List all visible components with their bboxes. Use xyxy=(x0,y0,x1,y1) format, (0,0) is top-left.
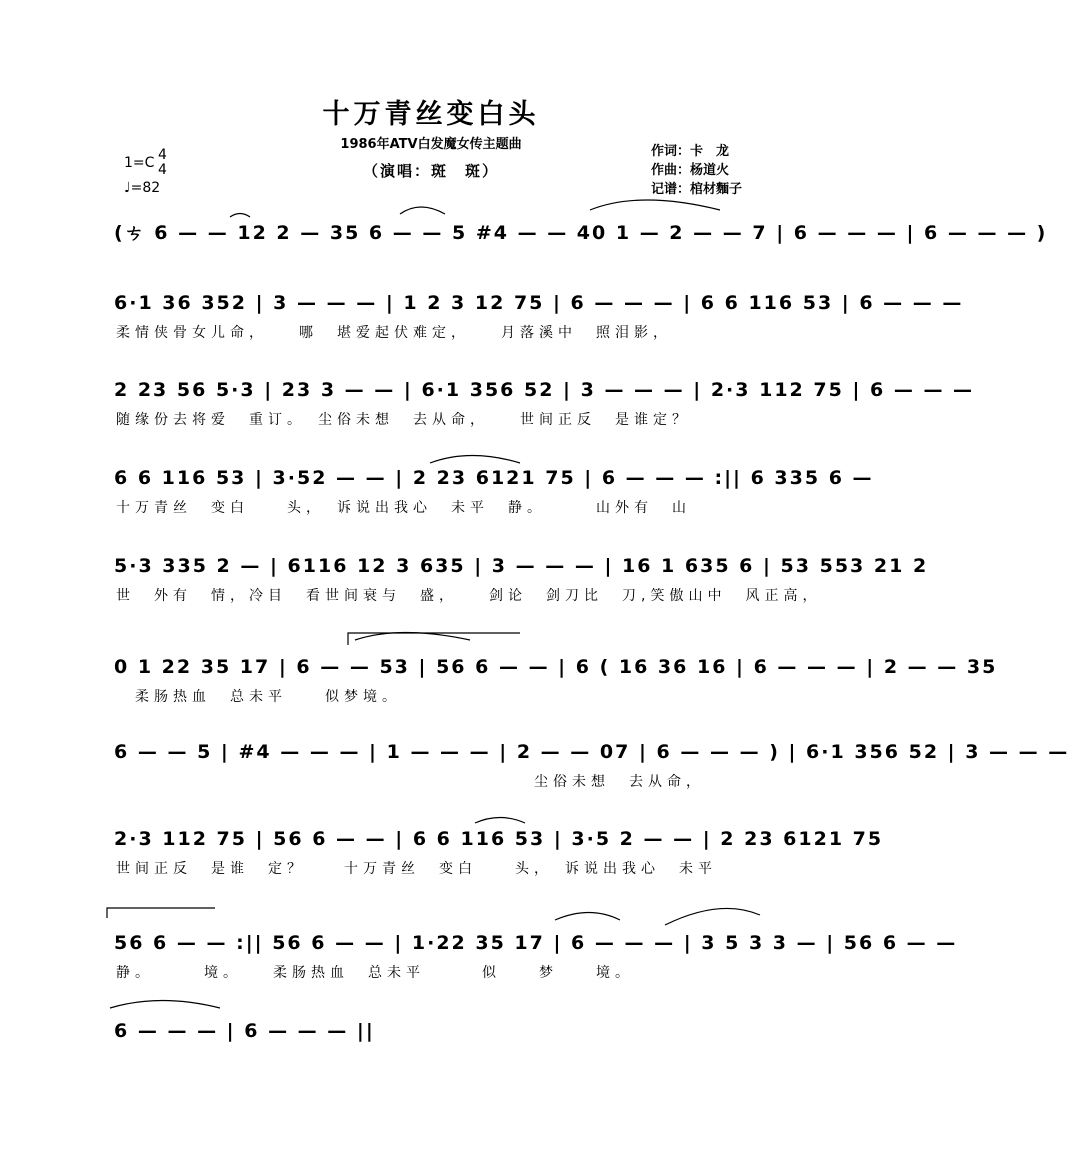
notation-line: (ㄘ 6 — — 12 2 — 35 6 — — 5 #4 — — 40 1 — 2 — — 7 | 6 — — — | 6 — — — ) xyxy=(114,222,1048,244)
slur-arc xyxy=(555,913,620,921)
notation-line: 6 6 116 53 | 3·52 — — | 2 23 6121 75 | 6 — — — :|| 6 335 6 — xyxy=(114,467,874,489)
notation-line: 2·3 112 75 | 56 6 — — | 6 6 116 53 | 3·5 2 — — | 2 23 6121 75 xyxy=(114,828,884,850)
notation-line: 5·3 335 2 — | 6116 12 3 635 | 3 — — — | 16 1 635 6 | 53 553 21 2 xyxy=(114,555,929,577)
notation-line: 6·1 36 352 | 3 — — — | 1 2 3 12 75 | 6 — — — | 6 6 116 53 | 6 — — — xyxy=(114,292,964,314)
lyric-line: 随缘份去将爱 重订。 尘俗未想 去从命， 世间正反 是谁定？ xyxy=(116,412,691,428)
notation-line: 56 6 — — :|| 56 6 — — | 1·22 35 17 | 6 — — — | 3 5 3 3 — | 56 6 — — xyxy=(114,932,958,954)
singer-credit: （演唱：斑 斑） xyxy=(362,162,499,180)
slur-arc xyxy=(430,456,520,464)
slur-arc xyxy=(110,1001,220,1009)
transcriber-credit: 记谱：棺材麵子 xyxy=(651,182,743,197)
time-signature-top: 4 xyxy=(158,147,167,163)
song-subtitle: 1986年ATV白发魔女传主题曲 xyxy=(340,137,522,152)
slur-arc xyxy=(355,633,470,641)
lyric-line: 世 外有 情，冷目 看世间衰与 盛， 剑论 剑刀比 刀,笑傲山中 风正高， xyxy=(116,588,822,604)
song-title: 十万青丝变白头 xyxy=(322,99,540,130)
volta-bracket xyxy=(107,908,215,918)
lyricist-credit: 作词：卡 龙 xyxy=(651,144,730,159)
slur-arc xyxy=(590,200,720,210)
key-signature: 1=C xyxy=(124,155,155,171)
slur-arc xyxy=(230,214,250,218)
slur-arc xyxy=(475,818,525,824)
slur-arc xyxy=(400,207,445,214)
composer-credit: 作曲：杨道火 xyxy=(651,163,730,178)
lyric-line: 柔肠热血 总未平 似梦境。 xyxy=(116,689,401,705)
lyric-line: 尘俗未想 去从命， xyxy=(116,774,705,790)
time-signature-bottom: 4 xyxy=(158,162,167,178)
slur-arc xyxy=(665,908,760,925)
lyric-line: 柔情侠骨女儿命， 哪 堪爱起伏难定， 月落溪中 照泪影， xyxy=(116,325,672,341)
lyric-line: 十万青丝 变白 头， 诉说出我心 未平 静。 山外有 山 xyxy=(116,500,691,516)
tempo-marking: ♩=82 xyxy=(124,180,161,196)
lyric-line: 静。 境。 柔肠热血 总未平 似 梦 境。 xyxy=(116,965,634,981)
notation-line: 6 — — — | 6 — — — || xyxy=(114,1020,375,1042)
notation-line: 2 23 56 5·3 | 23 3 — — | 6·1 356 52 | 3 — — — | 2·3 112 75 | 6 — — — xyxy=(114,379,975,401)
notation-line: 0 1 22 35 17 | 6 — — 53 | 56 6 — — | 6 ( 16 36 16 | 6 — — — | 2 — — 35 xyxy=(114,656,998,678)
lyric-line: 世间正反 是谁 定？ 十万青丝 变白 头， 诉说出我心 未平 xyxy=(116,861,717,877)
notation-line: 6 — — 5 | #4 — — — | 1 — — — | 2 — — 07 | 6 — — — ) | 6·1 356 52 | 3 — — — xyxy=(114,741,1069,763)
